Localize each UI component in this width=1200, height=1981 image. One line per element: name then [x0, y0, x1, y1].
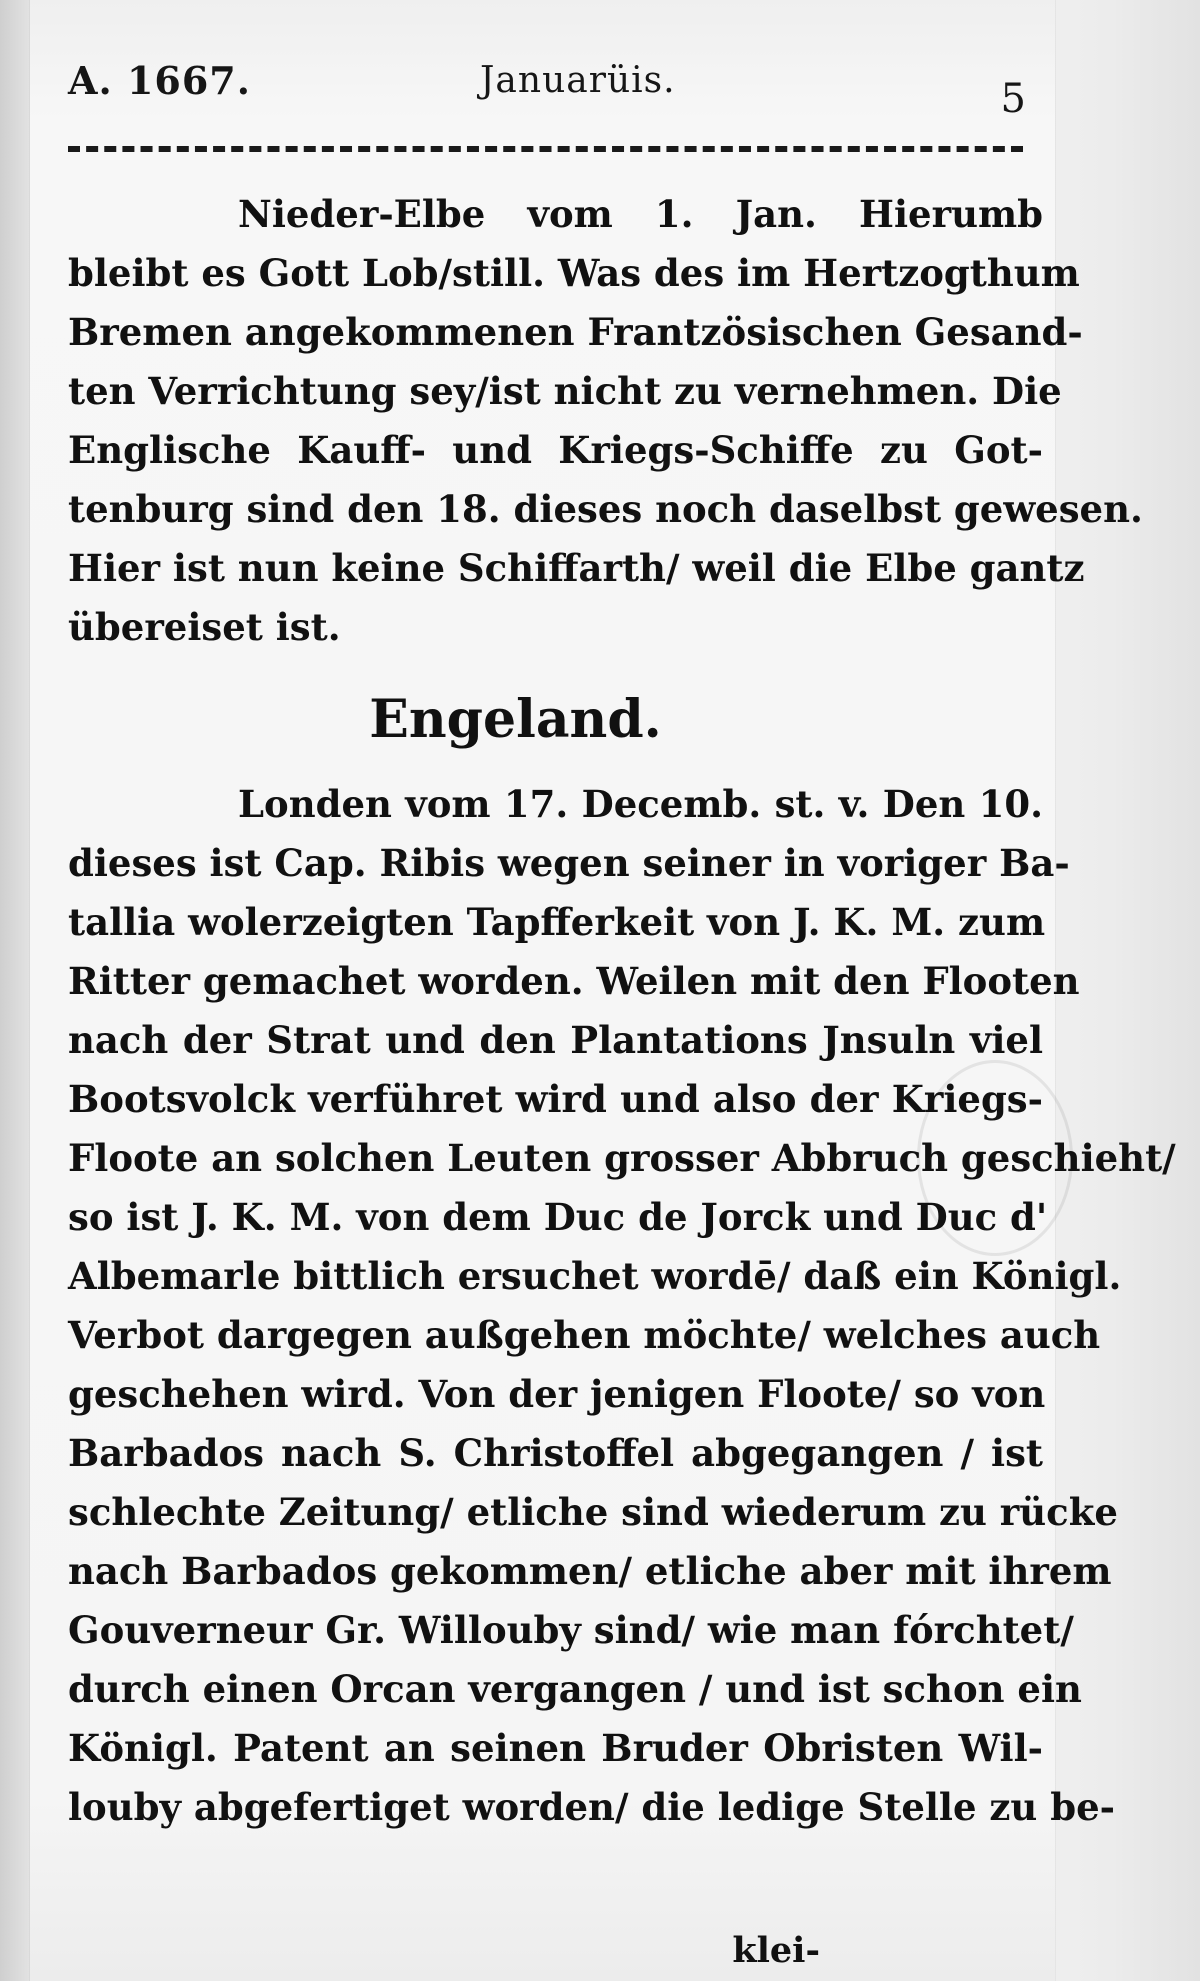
text-line: bleibt es Gott Lob/still. Was des im Hertzogthum	[68, 251, 1080, 295]
header-year: A. 1667.	[68, 58, 251, 103]
page-number: 5	[1000, 76, 1026, 122]
text-line: Bootsvolck verführet wird und also der Kriegs-	[68, 1077, 1043, 1121]
text-line: Bremen angekommenen Frantzösischen Gesand-	[68, 310, 1083, 354]
text-line: Londen vom 17. Decemb. st. v. Den 10.	[238, 782, 1043, 826]
text-line: tenburg sind den 18. dieses noch daselbst gewesen.	[68, 487, 1143, 531]
section-heading: Engeland.	[369, 689, 662, 750]
text-line: nach Barbados gekommen/ etliche aber mit ihrem	[68, 1549, 1112, 1593]
text-line: Gouverneur Gr. Willouby sind/ wie man fórchtet/	[68, 1608, 1074, 1652]
text-line: Barbados nach S. Christoffel abgegangen / ist	[68, 1431, 1043, 1475]
text-line: louby abgefertiget worden/ die ledige Stelle zu be-	[68, 1785, 1115, 1829]
text-line: übereiset ist.	[68, 605, 341, 649]
text-line: dieses ist Cap. Ribis wegen seiner in voriger Ba-	[68, 841, 1070, 885]
text-line: schlechte Zeitung/ etliche sind wiederum zu rücke	[68, 1490, 1118, 1534]
text-line: Floote an solchen Leuten grosser Abbruch geschieht/	[68, 1136, 1176, 1180]
text-line: so ist J. K. M. von dem Duc de Jorck und Duc d'	[68, 1195, 1048, 1239]
text-line: Ritter gemachet worden. Weilen mit den Flooten	[68, 959, 1080, 1003]
text-line: Verbot dargegen außgehen möchte/ welches auch	[68, 1313, 1101, 1357]
text-line: durch einen Orcan vergangen / und ist schon ein	[68, 1667, 1082, 1711]
text-line: geschehen wird. Von der jenigen Floote/ so von	[68, 1372, 1046, 1416]
text-line: Königl. Patent an seinen Bruder Obristen Wil-	[68, 1726, 1043, 1770]
article-text	[68, 185, 1176, 1837]
newspaper-page	[30, 0, 1176, 1981]
running-header	[68, 58, 1028, 122]
text-line: Albemarle bittlich ersuchet wordē/ daß ein Königl.	[68, 1254, 1122, 1298]
text-line: tallia wolerzeigten Tapfferkeit von J. K. M. zum	[68, 900, 1046, 944]
text-line: ten Verrichtung sey/ist nicht zu vernehmen. Die	[68, 369, 1062, 413]
header-rule	[68, 146, 1023, 152]
catchword: klei-	[732, 1930, 820, 1971]
text-line: nach der Strat und den Plantations Jnsuln viel	[68, 1018, 1043, 1062]
header-month: Januarüis.	[480, 60, 676, 101]
text-line: Englische Kauff- und Kriegs-Schiffe zu Got-	[68, 428, 1043, 472]
text-line: Hier ist nun keine Schiffarth/ weil die Elbe gantz	[68, 546, 1085, 590]
text-line: Nieder-Elbe vom 1. Jan. Hierumb	[238, 192, 1043, 236]
